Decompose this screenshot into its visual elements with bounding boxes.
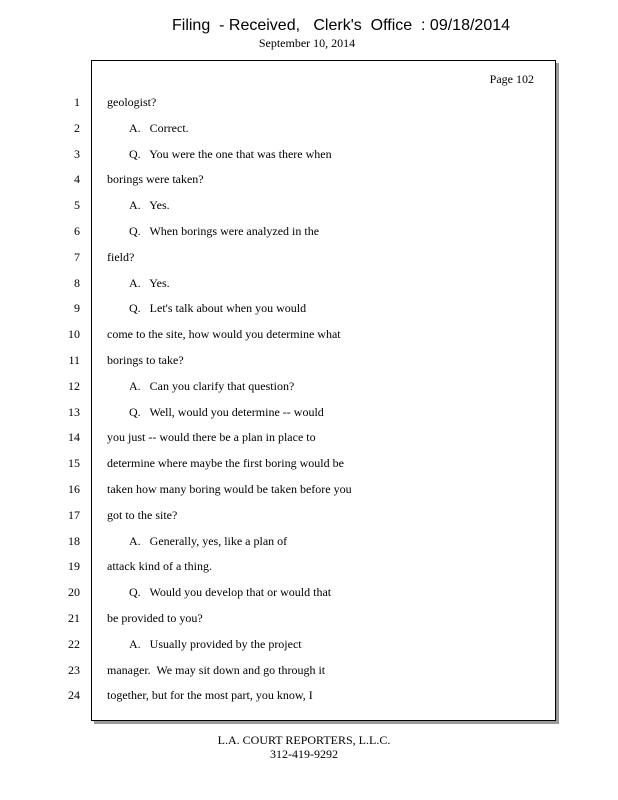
transcript-line: taken how many boring would be taken before you — [107, 482, 352, 496]
transcript-line: A. Generally, yes, like a plan of — [129, 534, 288, 548]
transcript-line: determine where maybe the first boring would be — [107, 456, 344, 470]
transcript-line: borings to take? — [107, 353, 184, 367]
line-number: 21 — [68, 611, 80, 625]
reporter-name: L.A. COURT REPORTERS, L.L.C. — [217, 733, 391, 747]
transcript-line: got to the site? — [107, 508, 178, 522]
transcript-line: Q. Well, would you determine -- would — [129, 405, 324, 419]
transcript-line: attack kind of a thing. — [107, 559, 212, 573]
line-number: 24 — [68, 688, 80, 702]
line-number: 19 — [68, 559, 80, 573]
transcript-line: field? — [107, 250, 135, 264]
transcript-line: A. Can you clarify that question? — [129, 379, 295, 393]
transcript-line: Q. Would you develop that or would that — [129, 585, 332, 599]
line-number: 23 — [68, 663, 80, 677]
transcript-line: be provided to you? — [107, 611, 203, 625]
line-number: 9 — [74, 301, 80, 315]
reporter-phone: 312-419-9292 — [270, 747, 338, 761]
line-number: 6 — [74, 224, 80, 238]
line-number: 15 — [68, 456, 80, 470]
line-number: 16 — [68, 482, 80, 496]
line-number: 18 — [68, 534, 80, 548]
transcript-line: Q. Let's talk about when you would — [129, 301, 307, 315]
line-number: 17 — [68, 508, 80, 522]
line-number: 5 — [74, 198, 80, 212]
reporter-footer — [0, 733, 608, 761]
line-number: 7 — [74, 250, 80, 264]
transcript-line: geologist? — [107, 95, 157, 109]
transcript-line: A. Yes. — [129, 198, 170, 212]
line-number: 12 — [68, 379, 80, 393]
transcript-line: A. Usually provided by the project — [129, 637, 302, 651]
line-number: 14 — [68, 430, 80, 444]
line-number: 4 — [74, 172, 80, 186]
transcript-line: borings were taken? — [107, 172, 204, 186]
line-number: 20 — [68, 585, 80, 599]
line-number: 2 — [74, 121, 80, 135]
page-number: Page 102 — [489, 72, 534, 86]
line-number: 1 — [74, 95, 80, 109]
line-number: 10 — [68, 327, 80, 341]
transcript-line: Q. You were the one that was there when — [129, 147, 332, 161]
transcript-line: Q. When borings were analyzed in the — [129, 224, 320, 238]
line-number: 22 — [68, 637, 80, 651]
line-number: 11 — [68, 353, 80, 367]
deposition-date: September 10, 2014 — [258, 36, 356, 50]
filing-stamp: Filing - Received, Clerk's Office : 09/18/2014 — [171, 17, 511, 34]
line-number: 8 — [74, 276, 80, 290]
transcript-line: together, but for the most part, you know, I — [107, 688, 313, 702]
transcript-line: A. Yes. — [129, 276, 170, 290]
transcript-line: manager. We may sit down and go through it — [107, 663, 326, 677]
transcript-line: A. Correct. — [129, 121, 189, 135]
line-number: 3 — [74, 147, 80, 161]
transcript-line: you just -- would there be a plan in place to — [107, 430, 316, 444]
line-number: 13 — [68, 405, 80, 419]
transcript-line: come to the site, how would you determine what — [107, 327, 341, 341]
